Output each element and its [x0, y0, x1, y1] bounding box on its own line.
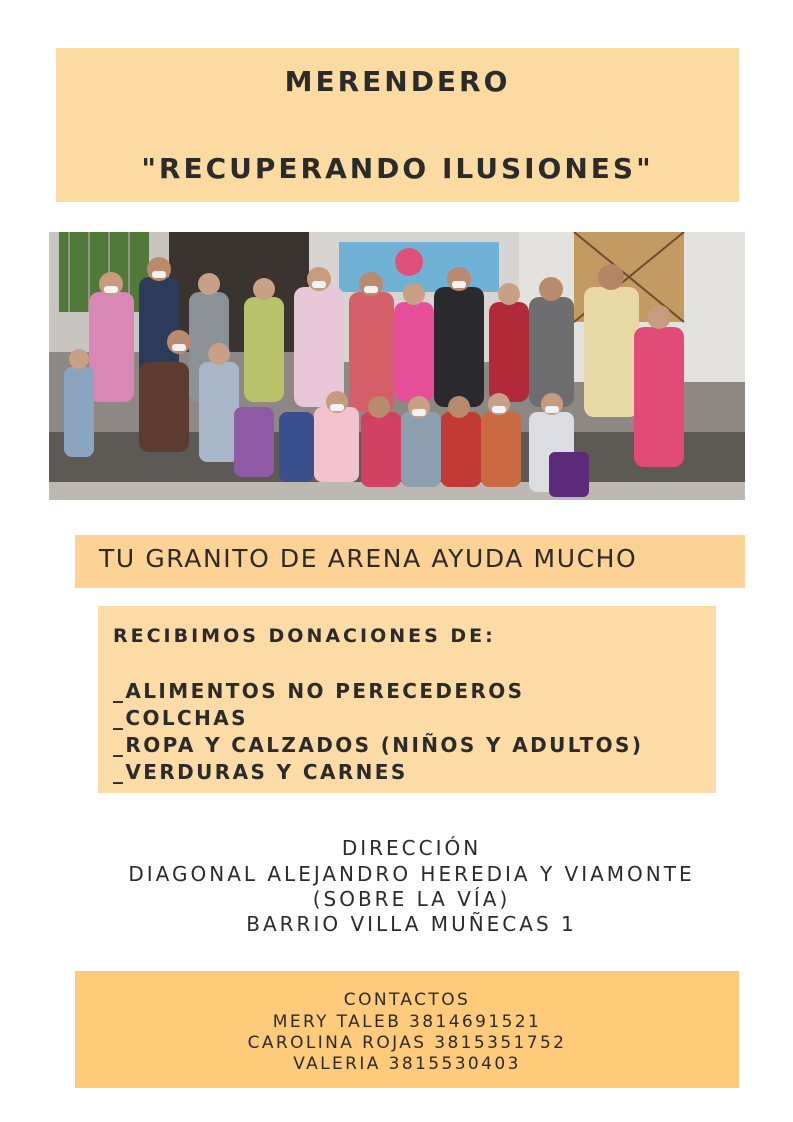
donation-item: _VERDURAS Y CARNES — [113, 760, 408, 784]
contact-entry: VALERIA 3815530403 — [293, 1054, 521, 1074]
donation-item: _ALIMENTOS NO PERECEDEROS — [113, 679, 525, 703]
title-line-1: MERENDERO — [284, 65, 511, 98]
donations-heading: RECIBIMOS DONACIONES DE: — [113, 625, 496, 647]
group-photo — [49, 232, 745, 500]
address-line-1: DIAGONAL ALEJANDRO HEREDIA Y VIAMONTE — [128, 862, 695, 886]
contacts-heading: CONTACTOS — [343, 990, 471, 1010]
title-line-2: "RECUPERANDO ILUSIONES" — [141, 152, 654, 185]
title-banner — [56, 48, 739, 202]
donation-item: _COLCHAS — [113, 706, 248, 730]
contact-entry: MERY TALEB 3814691521 — [272, 1012, 542, 1032]
slogan-text: TU GRANITO DE ARENA AYUDA MUCHO — [99, 544, 638, 573]
donations-box — [98, 606, 716, 793]
slogan-banner — [75, 535, 745, 588]
address-line-3: BARRIO VILLA MUÑECAS 1 — [246, 912, 577, 936]
contact-entry: CAROLINA ROJAS 3815351752 — [247, 1033, 567, 1053]
address-line-2: (SOBRE LA VÍA) — [312, 887, 511, 911]
address-heading: DIRECCIÓN — [341, 836, 482, 860]
donation-item: _ROPA Y CALZADOS (NIÑOS Y ADULTOS) — [113, 733, 644, 757]
contacts-box — [75, 971, 739, 1088]
group-photo-image — [49, 232, 745, 500]
